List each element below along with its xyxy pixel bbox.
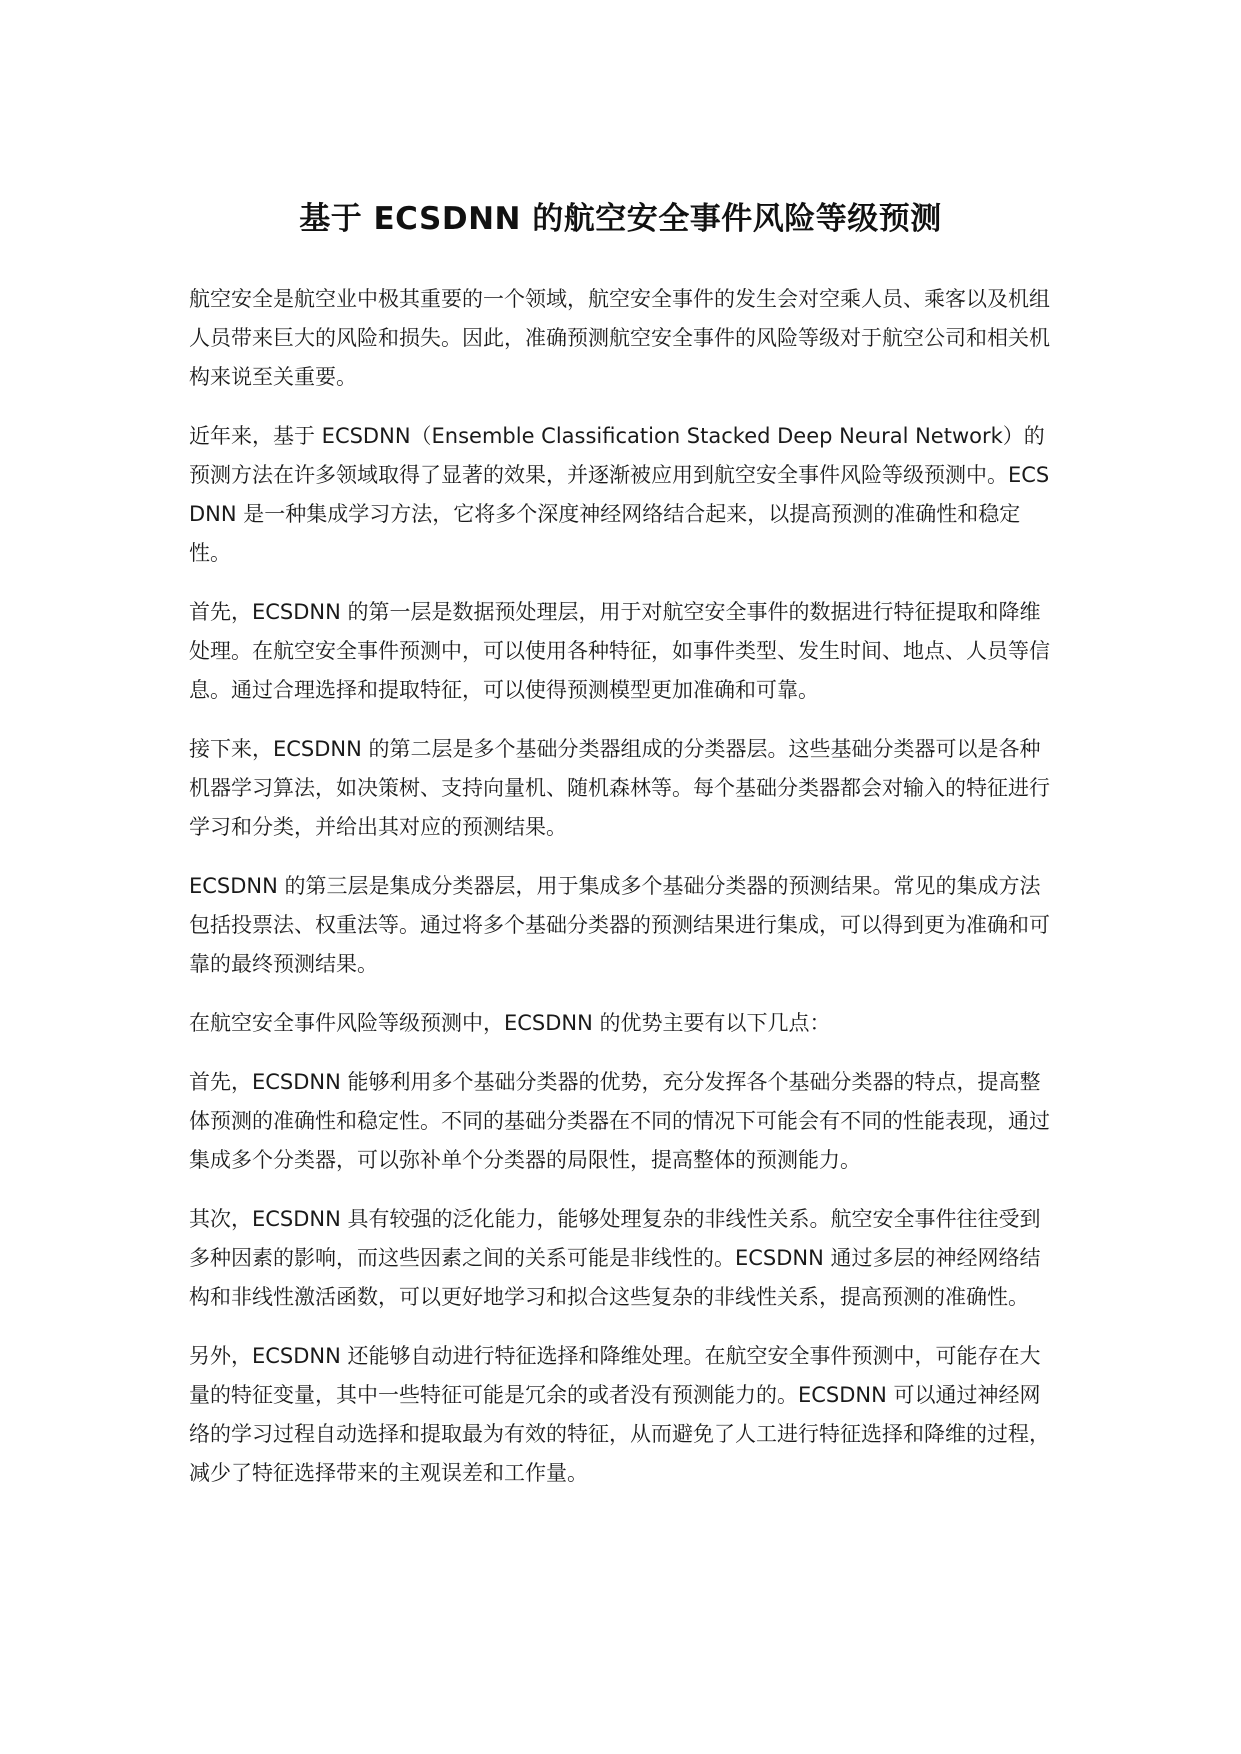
paragraph: 首先，ECSDNN 能够利用多个基础分类器的优势，充分发挥各个基础分类器的特点，提高整体预测的准确性和稳定性。不同的基础分类器在不同的情况下可能会有不同的性能表现，通过集成多个分类器，可以弥补单个分类器的局限性，提高整体的预测能力。	[189, 1070, 1050, 1172]
paragraph: ECSDNN 的第三层是集成分类器层，用于集成多个基础分类器的预测结果。常见的集成方法包括投票法、权重法等。通过将多个基础分类器的预测结果进行集成，可以得到更为准确和可靠的最终预测结果。	[189, 874, 1050, 976]
paragraph: 接下来，ECSDNN 的第二层是多个基础分类器组成的分类器层。这些基础分类器可以是各种机器学习算法，如决策树、支持向量机、随机森林等。每个基础分类器都会对输入的特征进行学习和分类，并给出其对应的预测结果。	[189, 737, 1050, 839]
paragraph: 另外，ECSDNN 还能够自动进行特征选择和降维处理。在航空安全事件预测中，可能存在大量的特征变量，其中一些特征可能是冗余的或者没有预测能力的。ECSDNN 可以通过神经网络的学习过程自动选择和提取最为有效的特征，从而避免了人工进行特征选择和降维的过程，减少了特征选择带来的主观误差和工作量。	[189, 1344, 1050, 1485]
document-title: 基于 ECSDNN 的航空安全事件风险等级预测	[299, 200, 942, 237]
paragraph: 首先，ECSDNN 的第一层是数据预处理层，用于对航空安全事件的数据进行特征提取和降维处理。在航空安全事件预测中，可以使用各种特征，如事件类型、发生时间、地点、人员等信息。通过合理选择和提取特征，可以使得预测模型更加准确和可靠。	[189, 600, 1050, 702]
paragraph: 其次，ECSDNN 具有较强的泛化能力，能够处理复杂的非线性关系。航空安全事件往往受到多种因素的影响，而这些因素之间的关系可能是非线性的。ECSDNN 通过多层的神经网络结构和非线性激活函数，可以更好地学习和拟合这些复杂的非线性关系，提高预测的准确性。	[189, 1207, 1041, 1309]
paragraph: 航空安全是航空业中极其重要的一个领域，航空安全事件的发生会对空乘人员、乘客以及机组人员带来巨大的风险和损失。因此，准确预测航空安全事件的风险等级对于航空公司和相关机构来说至关重要。	[189, 287, 1050, 389]
paragraph: 在航空安全事件风险等级预测中，ECSDNN 的优势主要有以下几点：	[189, 1011, 831, 1035]
document-body	[189, 280, 1054, 1513]
paragraph: 近年来，基于 ECSDNN（Ensemble Classification Stacked Deep Neural Network）的预测方法在许多领域取得了显著的效果，并逐渐被应用到航空安全事件风险等级预测中。ECSDNN 是一种集成学习方法，它将多个深度神经网络结合起来，以提高预测的准确性和稳定性。	[189, 424, 1050, 565]
